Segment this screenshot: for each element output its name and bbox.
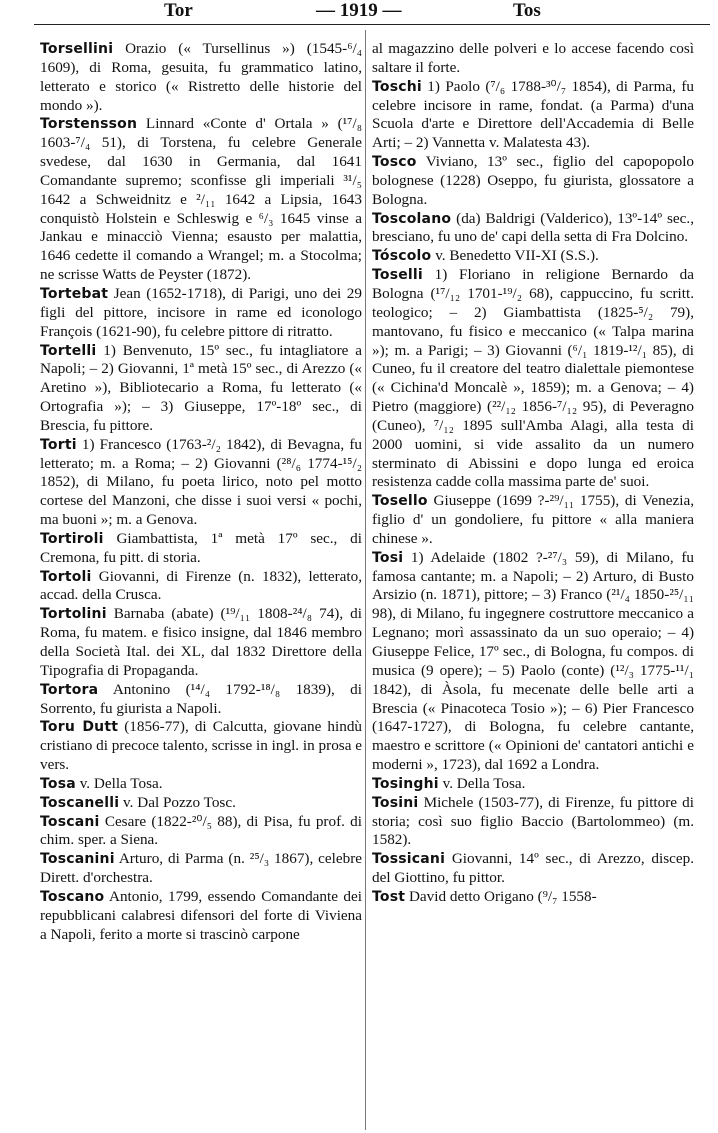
header-right-keyword: Tos xyxy=(513,0,541,21)
dictionary-entry xyxy=(40,568,362,606)
entry-headword: Tortora xyxy=(40,681,99,698)
entry-text: Orazio (« Tursellinus ») (1545-⁶/₄ 1609), di Roma, gesuita, fu grammatico latino, letterato e storico (« Ristretto delle historie del mondo »). xyxy=(40,40,363,114)
entry-headword: Tortoli xyxy=(40,568,92,585)
entry-headword: Toru Dutt xyxy=(40,719,119,736)
dictionary-entry xyxy=(40,40,362,115)
entry-headword: Tóscolo xyxy=(372,248,432,265)
entry-headword: Torti xyxy=(40,436,77,453)
entry-text: Antonino (¹⁴/₄ 1792-¹⁸/₈ 1839), di Sorrento, fu giurista a Napoli. xyxy=(40,680,362,717)
dictionary-entry xyxy=(40,530,362,568)
entry-text: 1) Benvenuto, 15º sec., fu intagliatore a Napoli; – 2) Giovanni, 1ª metà 15º sec., di Arezzo (« Aretino »), Bibliotecario a Roma, fu letterato (« Ortografia »); – 3) Giuseppe, 17º-18º sec., di Brescia, fu pittore. xyxy=(40,341,362,434)
entry-text: Linnard «Conte d' Ortala » (¹⁷/₈ 1603-⁷/₄ 51), di Torstena, fu celebre Generale svedese, dal 1630 in Germania, dal 1641 Comandante supremo; sconfisse gli imperiali ³¹/₅ 1642 a Schweidnitz e ²/₁₁ 1642 a Lipsia, 1643 conquistò Holstein e Schleswig e ⁶/₃ 1645 vinse a Jankau e minacciò Vienna; esausto per malattia, 1646 cedette il comando a Wrangel; m. a Stocolma; ne scrisse Watts de Peyster (1872). xyxy=(40,115,362,284)
entry-text: v. Benedetto VII-XI (S.S.). xyxy=(435,247,599,265)
entry-text: Arturo, di Parma (n. ²⁵/₃ 1867), celebre Dirett. d'orchestra. xyxy=(40,850,362,887)
entry-text: Jean (1652-1718), di Parigi, uno dei 29 figli del pittore, incisore in rame ed iconologo François (1621-90), fu celebre pittore di ritratto. xyxy=(40,284,362,340)
dictionary-entry xyxy=(372,549,694,775)
entry-headword: Toscolano xyxy=(372,210,452,227)
dictionary-entry xyxy=(40,888,362,945)
dictionary-entry xyxy=(40,436,362,530)
dictionary-entry xyxy=(40,115,362,285)
entry-headword: Tossicani xyxy=(372,851,446,868)
entry-headword: Tortelli xyxy=(40,342,97,359)
dictionary-entry xyxy=(372,266,694,492)
entry-headword: Tosa xyxy=(40,775,76,792)
dictionary-entry xyxy=(40,794,362,813)
dictionary-entry xyxy=(40,605,362,680)
entry-text: 1) Paolo (⁷/₆ 1788-³⁰/₇ 1854), di Parma, fu celebre incisore in rame, fondat. (a Parma) d'una Scuola d'arte e Direttore dell'Accademia di Belle Arti; – 2) Vannetta v. Malatesta 43). xyxy=(372,77,694,152)
header-left-keyword: Tor xyxy=(164,0,193,21)
entry-text: Viviano, 13º sec., figlio del capopopolo bolognese (1228) Oseppo, fu giurista, glossatore a Bologna. xyxy=(372,153,695,208)
dictionary-entry xyxy=(40,681,362,719)
dictionary-entry xyxy=(40,775,362,794)
entry-headword: Tosco xyxy=(372,154,417,171)
dictionary-entry xyxy=(372,794,694,851)
dictionary-entry xyxy=(372,888,694,907)
entry-headword: Toscano xyxy=(40,888,105,905)
page-number: — 1919 — xyxy=(316,0,402,21)
entry-headword: Tosinghi xyxy=(372,775,439,792)
right-column xyxy=(372,40,694,907)
entry-headword: Torstensson xyxy=(40,116,138,133)
entry-headword: Toselli xyxy=(372,267,423,284)
entry-text: v. Della Tosa. xyxy=(79,774,163,792)
dictionary-entry xyxy=(40,342,362,436)
entry-headword: Tortebat xyxy=(40,285,109,302)
entry-text: Michele (1503-77), di Firenze, fu pittore di storia; così suo figlio Baccio (Bartolommeo) (m. 1582). xyxy=(372,793,694,849)
entry-text: David detto Origano (⁹/₇ 1558- xyxy=(408,887,597,905)
entry-text: Barnaba (abate) (¹⁹/₁₁ 1808-²⁴/₈ 74), di Roma, fu matem. e fisico insigne, dal 1846 membro della Società Ital. dei XL, dal 1832 Direttore della Tipografia di Propaganda. xyxy=(40,605,362,679)
entry-headword: Torsellini xyxy=(40,41,114,57)
entry-headword: Toschi xyxy=(372,78,422,95)
dictionary-entry xyxy=(372,40,694,78)
entry-headword: Toscanelli xyxy=(40,794,120,811)
entry-text: al magazzino delle polveri e lo accese facendo così saltare il forte. xyxy=(372,40,694,76)
column-divider xyxy=(365,30,366,1130)
dictionary-entry xyxy=(372,210,694,248)
entry-text: (1856-77), di Calcutta, giovane hindù cristiano di precoce talento, scrisse in ingl. in prosa e vers. xyxy=(40,718,363,774)
dictionary-entry xyxy=(372,850,694,888)
dictionary-entry xyxy=(372,153,694,210)
entry-headword: Tosini xyxy=(372,794,419,811)
entry-headword: Toscanini xyxy=(40,851,115,868)
entry-text: Cesare (1822-²⁰/₅ 88), di Pisa, fu prof. di chim. sper. a Siena. xyxy=(40,812,362,849)
left-column xyxy=(40,40,362,945)
dictionary-entry xyxy=(372,247,694,266)
dictionary-entry xyxy=(40,718,362,775)
header-rule xyxy=(34,24,710,25)
dictionary-entry xyxy=(372,492,694,549)
entry-text: 1) Floriano in religione Bernardo da Bologna (¹⁷/₁₂ 1701-¹⁹/₂ 68), cappuccino, fu scritt. teologico; – 2) Giambattista (1825-⁵/₂ 79), mantovano, fu fisico e meccanico (« Talpa marina »); m. a Parigi; – 3) Giovanni (⁶/₁ 1819-¹²/₁ 85), di Cuneo, fu il creatore del teatro dialettale piemontese (« Cichina'd Moncalè », 1859); m. a Genova; – 4) Pietro (maggiore) (²²/₁₂ 1856-⁷/₁₂ 95), di Peveragno (Cuneo), ⁷/₁₂ 1895 sull'Amba Alagi, alla testa di 2000 uomini, si vide assalito da un numero sterminato di Abissini e dopo lunga ed eroica resistenza cadde colla massima parte de' suoi. xyxy=(372,266,694,491)
entry-text: 1) Francesco (1763-²/₂ 1842), di Bevagna, fu letterato; m. a Roma; – 2) Giovanni (²⁸/₆ 1774-¹⁵/₂ 1852), di Milano, fu poeta lirico, noto pel motto cortese del Manzoni, che disse i suoi versi « pochi, ma buoni »; m. a Genova. xyxy=(40,435,362,529)
entry-text: v. Della Tosa. xyxy=(442,774,526,792)
entry-headword: Toscani xyxy=(40,813,100,830)
entry-text: Giovanni, 14º sec., di Arezzo, discep. del Giottino, fu pittor. xyxy=(372,850,694,887)
dictionary-entry xyxy=(372,78,694,153)
entry-text: (da) Baldrigi (Valderico), 13º-14º sec., bresciano, fu uno de' capi della setta di Fra Dolcino. xyxy=(372,209,695,246)
dictionary-entry xyxy=(372,775,694,794)
entry-headword: Tost xyxy=(372,888,406,905)
dictionary-entry xyxy=(40,285,362,342)
page-header xyxy=(0,0,718,22)
entry-headword: Tosello xyxy=(372,493,428,510)
entry-text: 1) Adelaide (1802 ?-²⁷/₃ 59), di Milano, fu famosa cantante; m. a Napoli; – 2) Arturo, di Busto Arsizio (n. 1871), pittore; – 3) Franco (²¹/₄ 1850-²⁵/₁₁ 98), di Milano, fu ingegnere costruttore meccanico a Legnano; morì assassinato da un suo operaio; – 4) Giuseppe Felice, 17º sec., di Bologna, fu compos. di musica (9 opere); – 5) Paolo (conte) (¹²/₃ 1775-¹¹/₁ 1842), di Àsola, fu mecenate delle belle arti a Brescia (« Pinacoteca Tosio »); – 6) Pier Francesco (1647-1727), di Bologna, fu celebre cantante, maestro e scrittore (« Opinioni de' cantatori antichi e moderni », 1723), dal 1692 a Londra. xyxy=(372,548,694,774)
entry-headword: Tosi xyxy=(372,549,404,566)
dictionary-entry xyxy=(40,813,362,851)
entry-headword: Tortolini xyxy=(40,606,107,623)
entry-headword: Tortiroli xyxy=(40,530,104,547)
entry-text: Antonio, 1799, essendo Comandante dei repubblicani calabresi difensori del forte di Viviena a Napoli, ferito a morte si trascinò carpone xyxy=(40,887,362,943)
entry-text: Giambattista, 1ª metà 17º sec., di Cremona, fu pitt. di storia. xyxy=(40,529,362,566)
entry-text: Giuseppe (1699 ?-²⁹/₁₁ 1755), di Venezia, figlio d' un gondoliere, fu pittore « alla maniera chinese ». xyxy=(372,492,695,547)
entry-text: Giovanni, di Firenze (n. 1832), letterato, accad. della Crusca. xyxy=(40,567,362,604)
entry-text: v. Dal Pozzo Tosc. xyxy=(123,793,236,811)
dictionary-entry xyxy=(40,850,362,888)
